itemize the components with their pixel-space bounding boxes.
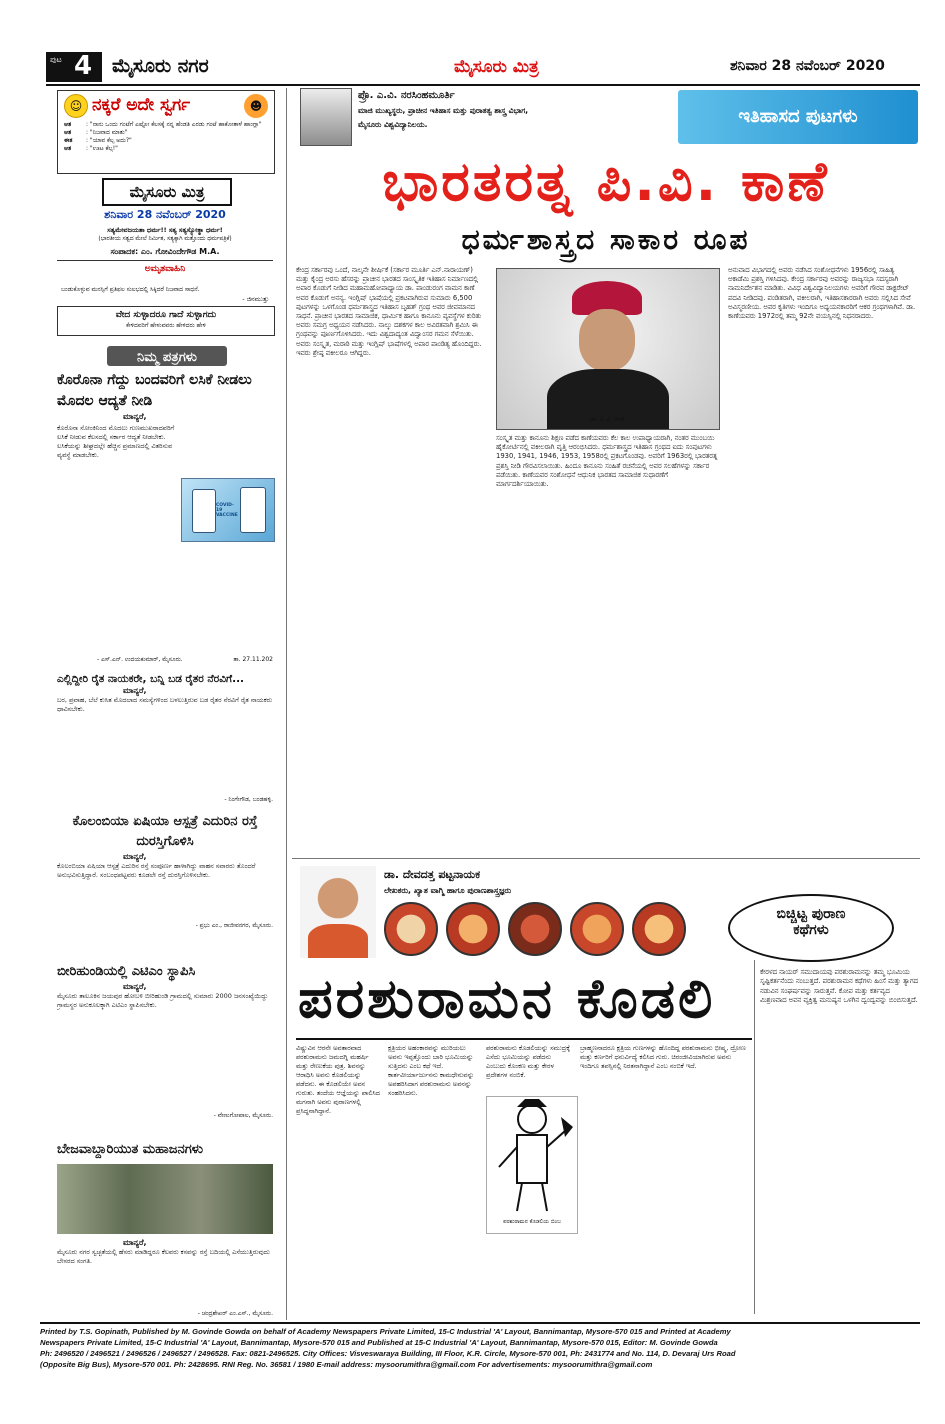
vaccine-label: COVID-19 VACCINE — [216, 503, 238, 518]
letter-salutation: ಮಾನ್ಯರೆ, — [123, 982, 147, 991]
letter-2 — [57, 672, 273, 812]
masthead-editor: ಸಂಪಾದಕ: ಎಂ. ಗೋವಿಂದೇಗೌಡ M.A. — [110, 247, 220, 256]
laughing-face-icon: ☺ — [64, 94, 88, 118]
illustration-caption: ಪರಶುರಾಮನ ಕೊಡಲಿಯ ಬಿಂಬ — [503, 1219, 561, 1225]
parashurama-headline: ಪರಶುರಾಮನ ಕೊಡಲಿ — [298, 967, 716, 1030]
letter-body: ಮೈಸೂರು ನಗರ ಸ್ವಚ್ಛತೆಯಲ್ಲಿ ಹೆಸರು ಮಾಡಿದ್ದರೂ ಕೆಲವರು ಕಸವನ್ನು ರಸ್ತೆ ಬದಿಯಲ್ಲಿ ಎಸೆಯುತ್ತಿರುವುದು ಬೇಸರದ ಸಂಗತಿ. — [57, 1248, 270, 1265]
parashurama-author-name: ಡಾ. ದೇವದತ್ತ ಪಟ್ಟನಾಯಕ — [384, 868, 481, 881]
letter-body: ಮೈಸೂರು ತಾಲೂಕಿನ ಜಯಪುರ ಹೋಬಳಿ ಬೀರಿಹುಂಡಿ ಗ್ರಾಮದಲ್ಲಿ ಸುಮಾರು 2000 ಜನಸಂಖ್ಯೆಯಿದ್ದು ಗ್ರಾಮಸ್ಥರ ಅನುಕೂಲಕ್ಕಾಗಿ ಎಟಿಎಂ ಸ್ಥಾಪಿಸಬೇಕು. — [57, 992, 268, 1009]
letter-salutation: ಮಾನ್ಯರೆ, — [123, 412, 147, 421]
vaccine-photo — [181, 478, 275, 542]
quote-strip — [57, 306, 275, 336]
masthead-sub-motto: (ಭಾರತೀಯ ಸತ್ವದ ಮೇಲೆ ನಿರ್ಮಿತ, ಸತ್ಯಕ್ಕಾಗಿ ಮತ್ತೊಂದು ಧರ್ಮಪತ್ರಿಕೆ) — [98, 236, 232, 242]
parashurama-headline-rule — [296, 1038, 752, 1040]
imprint-line: (Opposite Big Bus), Mysore-570 001. Ph: 2428695. RNI Reg. No. 36581 / 1980 E-mail address: mysoorumithra@gmail.com For advertisements: mysoorumithra@gmail.com — [40, 1360, 653, 1369]
imprint-footer — [40, 1326, 920, 1370]
history-subhead: ಧರ್ಮಶಾಸ್ತ್ರದ ಸಾಕಾರ ರೂಪ — [461, 223, 751, 256]
masthead-logo-box — [102, 178, 232, 206]
history-article — [292, 86, 920, 862]
amruta-author: - ಜಿನಮುತ್ತು — [242, 295, 269, 303]
letter-body: ಬರ, ಪ್ರವಾಹ, ಬೆಲೆ ಕುಸಿತ ಮೊದಲಾದ ಸಮಸ್ಯೆಗಳಿಂದ ಬಳಲುತ್ತಿರುವ ಬಡ ರೈತರ ನೆರವಿಗೆ ರೈತ ನಾಯಕರು ಧಾವಿಸಬೇಕು. — [57, 696, 273, 713]
puranic-column-badge — [728, 894, 894, 962]
letter-salutation: ಮಾನ್ಯರೆ, — [123, 852, 147, 861]
paper-logo: ಮೈಸೂರು ಮಿತ್ರ — [454, 57, 539, 77]
garbage-photo — [57, 1164, 273, 1234]
joke-box — [57, 90, 275, 174]
letter-signature: - ಎಸ್.ಎನ್. ಉದಯಕುಮಾರ್, ಮೈಸೂರು. — [97, 656, 183, 663]
history-bottom-rule — [292, 858, 920, 859]
masthead-motto: ಸತ್ಯಮೇವಜಯತಾ ಧರ್ಮ!! ಸತ್ಯ ಸತ್ಯಸ್ಯೋತ್ಥಾ ಧರ್ಮ! — [107, 226, 223, 234]
joke-line: ಆತ : "ನಾನು ಒಂದು ಗಂಟೆಗೆ ಎಷ್ಟೋ ಕೆಲಸಕ್ಕೆ ನನ್ನ ಹೆಂಡತಿ ಎರಡು ಗಂಟೆ ಹಾಕೋತಾಳೆ ಹಾಂಗ್ಲಾ" — [64, 121, 262, 128]
letter-title: ಎಲ್ಲಿದ್ದೀರಿ ರೈತ ನಾಯಕರೇ, ಬನ್ನಿ ಬಡ ರೈತರ ನೆರವಿಗೆ... — [57, 673, 245, 685]
page-label: ಪುಟ — [50, 55, 62, 64]
parashurama-author-desc: ಲೇಖಕರು, ಖ್ಯಾತ ವಾಗ್ಮಿ ಹಾಗೂ ಪುರಾಣಶಾಸ್ತ್ರಜ್ಞರು — [384, 886, 512, 895]
photo-caption: ಡಾ. ಪಿ.ವಿ. ಕಾಣೆ — [589, 415, 625, 423]
masthead-date: ಶನಿವಾರ 28 ನವೆಂಬರ್ 2020 — [104, 208, 226, 221]
page-number-box — [46, 52, 102, 82]
letters-heading: ನಿಮ್ಮ ಪತ್ರಗಳು — [137, 350, 197, 365]
letter-signature: - ವೇಣುಗೋಪಾಲ, ಮೈಸೂರು. — [213, 1112, 273, 1119]
masthead-rule — [57, 260, 273, 261]
history-text-col3: ಅನುವಾದ ವಿಭಾಗದಲ್ಲಿ ಅವರು ನಡೆಸಿದ ಸಂಶೋಧನೆಗಳು 1956ರಲ್ಲಿ ಸಾಹಿತ್ಯ ಅಕಾಡೆಮಿ ಪ್ರಶಸ್ತಿ ಗಳಿಸಿದವು. ಕೇಂದ್ರ ಸರ್ಕಾರವು ಅವರನ್ನು ರಾಜ್ಯಸಭಾ ಸದಸ್ಯರಾಗಿ ನಾಮನಿರ್ದೇಶನ ಮಾಡಿತು. ವಿವಿಧ ವಿಶ್ವವಿದ್ಯಾನಿಲಯಗಳು ಅವರಿಗೆ ಗೌರವ ಡಾಕ್ಟರೇಟ್ ಪದವಿ ನೀಡಿದವು. ಪಂಡಿತರಾಗಿ, ವಕೀಲರಾಗಿ, ಇತಿಹಾಸಕಾರರಾಗಿ ಅವರು ಸಲ್ಲಿಸಿದ ಸೇವೆ ಅವಿಸ್ಮರಣೀಯ. ಅವರ ಕೃತಿಗಳು ಇಂದಿಗೂ ಅಧ್ಯಯನಕಾರರಿಗೆ ಆಕರ ಗ್ರಂಥಗಳಾಗಿವೆ. ಡಾ. ಕಾಣೆಯವರು 1972ರಲ್ಲಿ ತಮ್ಮ 92ನೇ ವಯಸ್ಸಿನಲ್ಲಿ ನಿಧನರಾದರು. — [728, 266, 916, 321]
parashurama-text-col3: ಪರಶುರಾಮನು ಕೊಡಲಿಯನ್ನು ಸಮುದ್ರಕ್ಕೆ ಎಸೆದು ಭೂಮಿಯನ್ನು ಪಡೆದನು ಎಂಬುದು ಕೊಂಕಣ ಮತ್ತು ಕೇರಳ ಪ್ರದೇಶಗಳ ನಂಬಿಕೆ. — [486, 1044, 571, 1079]
letter-4 — [57, 962, 273, 1140]
mask-icon — [446, 902, 500, 956]
letter-signature: - ಚಂದ್ರಶೇಖರ್ ಎಂ.ಎಸ್., ಮೈಸೂರು. — [197, 1310, 273, 1317]
parashurama-text-col4: ಬ್ರಾಹ್ಮಣನಾದರೂ ಕ್ಷತ್ರಿಯ ಗುಣಗಳನ್ನು ಹೊಂದಿದ್ದ ಪರಶುರಾಮನು ಭೀಷ್ಮ, ದ್ರೋಣ ಮತ್ತು ಕರ್ಣರಿಗೆ ಧನುರ್ವಿದ್ಯೆ ಕಲಿಸಿದ ಗುರು. ಚಿರಂಜೀವಿಯಾಗಿರುವ ಅವನು ಇಂದಿಗೂ ತಪಸ್ಸಿನಲ್ಲಿ ನಿರತನಾಗಿದ್ದಾನೆ ಎಂಬ ನಂಬಿಕೆ ಇದೆ. — [580, 1044, 746, 1070]
footer-rule — [40, 1322, 920, 1324]
letter-title: ಬೀರಿಹುಂಡಿಯಲ್ಲಿ ಎಟಿಎಂ ಸ್ಥಾಪಿಸಿ — [57, 964, 196, 979]
history-column-name: ಇತಿಹಾಸದ ಪುಟಗಳು — [738, 106, 858, 127]
mask-row — [384, 902, 684, 954]
letter-salutation: ಮಾನ್ಯರೆ, — [123, 686, 147, 695]
joke-box-title: ನಕ್ಕರೆ ಅದೇ ಸ್ವರ್ಗ — [92, 95, 191, 115]
joke-line: ಆತ : "ಊಟ ಕೆಲ್ಸ!" — [64, 145, 118, 152]
quote-main: ವೇದ ಸುಳ್ಳಾದರೂ ಗಾದೆ ಸುಳ್ಳಾಗದು — [115, 310, 217, 320]
history-author-desc: ಮಾಜಿ ಮುಖ್ಯಸ್ಥರು, ಪ್ರಾಚೀನ ಇತಿಹಾಸ ಮತ್ತು ಪುರಾತತ್ವ ಶಾಸ್ತ್ರ ವಿಭಾಗ, — [358, 106, 529, 115]
letter-3 — [57, 812, 273, 960]
pattanaik-shirt — [308, 924, 368, 958]
parashurama-article — [292, 864, 920, 1320]
letter-title: ಬೇಜವಾಬ್ದಾರಿಯುತ ಮಹಾಜನಗಳು — [57, 1142, 203, 1157]
amruta-title: ಅಮೃತವಾಹಿನಿ — [144, 264, 186, 274]
parashurama-col-divider — [754, 960, 755, 1314]
kane-portrait — [496, 268, 720, 430]
letter-body: ಕೊರೊನಾ ಸೋಂಕಿನಿಂದ ಮೊದಲು ಗುಣಮುಖರಾದವರಿಗೆ ಲಸಿಕೆ ನೀಡುವ ಕೆಲಸದಲ್ಲಿ ಸರ್ಕಾರ ಆದ್ಯತೆ ನೀಡಬೇಕು. ಲಸಿಕೆಯನ್ನು ಶೀಘ್ರದಲ್ಲೇ ಹೆಚ್ಚಿನ ಪ್ರಮಾಣದಲ್ಲಿ ವಿತರಿಸುವ ವ್ಯವಸ್ಥೆ ಮಾಡಬೇಕು. — [57, 424, 175, 459]
letter-dateline: ತಾ. 27.11.202 — [233, 656, 273, 663]
joke-line: ಈತ : "ಯಾವ ಕೆಲ್ಸ ಅದು?" — [64, 137, 132, 144]
mask-icon — [570, 902, 624, 956]
parashurama-text-col5: ಕೇರಳದ ನಾಯರ್ ಸಮುದಾಯವು ಪರಶುರಾಮನನ್ನು ತಮ್ಮ ಭೂಮಿಯ ಸೃಷ್ಟಿಕರ್ತನೆಂದು ನಂಬುತ್ತದೆ. ಪರಶುರಾಮನ ಕಥೆಗಳು ಹಿಂಸೆ ಮತ್ತು ತ್ಯಾಗದ ನಡುವಿನ ಸಂಘರ್ಷವನ್ನು ಸಾರುತ್ತವೆ. ಕೋಪ ಮತ್ತು ಕರ್ತವ್ಯದ ಮಿಶ್ರಣವಾದ ಅವನ ವ್ಯಕ್ತಿತ್ವ ಮನುಷ್ಯನ ಒಳಗಿನ ದ್ವಂದ್ವವನ್ನು ಬಿಂಬಿಸುತ್ತದೆ. — [760, 968, 918, 1005]
vaccine-vial-icon — [192, 489, 216, 533]
letters-heading-box — [107, 346, 227, 366]
puranic-column-line2: ಕಥೆಗಳು — [793, 922, 829, 938]
mask-icon — [632, 902, 686, 956]
quote-sub: ಕೇಳಿದವರಿಗೆ ಹೇಳುವವರು ಹೇಳಿದರು ಹೇಳಿ — [126, 322, 206, 329]
history-author-name: ಪ್ರೊ. ಎ.ವಿ. ನರಸಿಂಹಮೂರ್ತಿ — [358, 90, 455, 101]
header-date: ಶನಿವಾರ 28 ನವೆಂಬರ್ 2020 — [730, 58, 885, 74]
parashurama-text-col1: ವಿಷ್ಣುವಿನ ಆರನೇ ಅವತಾರವಾದ ಪರಶುರಾಮನು ಜಮದಗ್ನಿ ಮಹರ್ಷಿ ಮತ್ತು ರೇಣುಕೆಯ ಪುತ್ರ. ಶಿವನನ್ನು ಆರಾಧಿಸಿ ಅವನು ಕೊಡಲಿಯನ್ನು ಪಡೆದನು. ಈ ಕೊಡಲಿಯೇ ಅವನ ಗುರುತು. ತಂದೆಯ ಆಜ್ಞೆಯನ್ನು ಪಾಲಿಸಿದ ಮಗನಾಗಿ ಅವನು ಪುರಾಣಗಳಲ್ಲಿ ಪ್ರಸಿದ್ಧನಾಗಿದ್ದಾನೆ. — [296, 1044, 380, 1115]
imprint-line: Newspapers Private Limited, 15-C Industrial 'A' Layout, Bannimantap, Mysore-570 015 and Published at 15-C Industrial 'A' Layout, Bannimantap, Mysore-570 015, Editor: M. Govinde Gowda — [40, 1338, 718, 1347]
letter-salutation: ಮಾನ್ಯರೆ, — [123, 1238, 147, 1247]
history-text-col1: ಕೇಂದ್ರ ಸರ್ಕಾರವು ಒಂದೆ, ನಾಲ್ಕನೇ ಶೀರ್ಷಿಕೆ (ಸರ್ಕಾರ ಮೂರ್ತಿ ಎನ್.ನಾರಾಯಣ್) ಮತ್ತು ಕೈಂದ್ರ ಅರಸು ಹೆಸರನ್ನು ಪ್ರಾಚೀನ ಭಾರತದ ಸಾಂಸ್ಕೃತಿಕ ಇತಿಹಾಸ ನಿರ್ಮಾಣದಲ್ಲಿ ಅಪಾರ ಕೊಡುಗೆ ನೀಡಿದ ಮಹಾಮಹೋಪಾಧ್ಯಾಯ ಡಾ. ಪಾಂಡುರಂಗ ವಾಮನ ಕಾಣೆ ಅವರ ಕೊಡುಗೆ ಅನನ್ಯ. ಇಂಗ್ಲಿಷ್ ಭಾಷೆಯಲ್ಲಿ ಪ್ರಕಟವಾಗಿರುವ ಸುಮಾರು 6,500 ಪುಟಗಳನ್ನು ಒಳಗೊಂಡ ಧರ್ಮಶಾಸ್ತ್ರದ ಇತಿಹಾಸ ಬೃಹತ್ ಗ್ರಂಥ ಅವರ ಜೀವಮಾನದ ಸಾಧನೆ. ಪ್ರಾಚೀನ ಭಾರತದ ಸಾಮಾಜಿಕ, ಧಾರ್ಮಿಕ ಹಾಗೂ ಕಾನೂನು ವ್ಯವಸ್ಥೆಗಳ ಕುರಿತು ಅವರು ಸಮಗ್ರ ಅಧ್ಯಯನ ನಡೆಸಿದರು. ನಾಲ್ಕು ದಶಕಗಳ ಕಾಲ ಅವಿರತವಾಗಿ ಶ್ರಮಿಸಿ ಈ ಗ್ರಂಥವನ್ನು ಪೂರ್ಣಗೊಳಿಸಿದರು. ಇದು ವಿಶ್ವದಾದ್ಯಂತ ವಿದ್ವಾಂಸರ ಗಮನ ಸೆಳೆಯಿತು. ಅವರು ಸಂಸ್ಕೃತ, ಮರಾಠಿ ಮತ್ತು ಇಂಗ್ಲಿಷ್ ಭಾಷೆಗಳಲ್ಲಿ ಅಪಾರ ಪಾಂಡಿತ್ಯ ಹೊಂದಿದ್ದರು. ಇವರು ಶ್ರೇಷ್ಠ ವಕೀಲರೂ ಆಗಿದ್ದರು. — [296, 266, 482, 357]
author-photo — [300, 88, 352, 146]
portrait-face — [579, 309, 635, 371]
joke-lines — [64, 121, 268, 153]
pattanaik-photo — [300, 866, 376, 958]
letter-title: ಕೊಲಂಬಿಯಾ ಏಷಿಯಾ ಆಸ್ಪತ್ರೆ ಎದುರಿನ ರಸ್ತೆ ದುರಸ್ತಿಗೊಳಿಸಿ — [72, 814, 258, 849]
parashurama-drawing — [487, 1097, 577, 1215]
letter-title: ಕೊರೊನಾ ಗೆದ್ದು ಬಂದವರಿಗೆ ಲಸಿಕೆ ನೀಡಲು ಮೊದಲ ಆದ್ಯತೆ ನೀಡಿ — [57, 372, 252, 409]
page-header — [46, 50, 920, 88]
left-column — [57, 90, 275, 1322]
mask-icon — [384, 902, 438, 956]
amruta-text: ಬಂಡುಕೊಳ್ಳುವ ಮನಸ್ಸಿಗೆ ಪ್ರತಿಫಲ ಸುಲಭದಲ್ಲಿ ಸಿಕ್ಕಿದರೆ ನಿಜವಾದ ಸಾಧನೆ. — [61, 286, 200, 293]
letter-5 — [57, 1140, 273, 1322]
history-text-col2: ಸಂಸ್ಕೃತ ಮತ್ತು ಕಾನೂನು ಶಿಕ್ಷಣ ಪಡೆದ ಕಾಣೆಯವರು ಕೆಲ ಕಾಲ ಉಪಾಧ್ಯಾಯರಾಗಿ, ನಂತರ ಮುಂಬಯಿ ಹೈಕೋರ್ಟಿನಲ್ಲಿ ವಕೀಲರಾಗಿ ವೃತ್ತಿ ಆರಂಭಿಸಿದರು. ಧರ್ಮಶಾಸ್ತ್ರದ ಇತಿಹಾಸ ಗ್ರಂಥದ ಐದು ಸಂಪುಟಗಳು 1930, 1941, 1946, 1953, 1958ರಲ್ಲಿ ಪ್ರಕಟಗೊಂಡವು. ಅವರಿಗೆ 1963ರಲ್ಲಿ ಭಾರತರತ್ನ ಪ್ರಶಸ್ತಿ ನೀಡಿ ಗೌರವಿಸಲಾಯಿತು. ಹಿಂದೂ ಕಾನೂನು ಸಂಹಿತೆ ರಚನೆಯಲ್ಲಿ ಅವರ ಸಲಹೆಗಳನ್ನು ಸರ್ಕಾರ ಪಡೆಯಿತು. ಕಾಣೆಯವರ ಸಂಶೋಧನೆ ಆಧುನಿಕ ಭಾರತದ ಸಾಮಾಜಿಕ ಸುಧಾರಣೆಗೆ ಮಾರ್ಗದರ್ಶಿಯಾಯಿತು. — [496, 434, 718, 489]
joke-line: ಆತ : "ನಿಜವಾದ ಮಾತು" — [64, 129, 128, 136]
history-column-banner — [678, 90, 918, 144]
letter-signature: - ನಿಂಗೇಗೌಡ, ಬಂಡಹಳ್ಳಿ. — [224, 796, 273, 803]
imprint-line: Ph: 2496520 / 2496521 / 2496526 / 2496527 / 2496528. Fax: 0821-2496525. City Offices: Visveswaraya Building, III Floor, K.R. Circle, Mysore-570 001, Ph: 2431774 and No. 114, D. Devaraj Urs Road — [40, 1349, 736, 1358]
history-author-desc: ಮೈಸೂರು ವಿಶ್ವವಿದ್ಯಾನಿಲಯ. — [358, 120, 428, 129]
parashurama-illustration — [486, 1096, 578, 1234]
letter-body: ಕೊಲಂಬಿಯಾ ಏಷಿಯಾ ಆಸ್ಪತ್ರೆ ಎದುರಿನ ರಸ್ತೆ ಸಂಪೂರ್ಣ ಹಾಳಾಗಿದ್ದು ವಾಹನ ಸವಾರರು ತೊಂದರೆ ಅನುಭವಿಸುತ್ತಿದ್ದಾರೆ. ಸಂಬಂಧಪಟ್ಟವರು ಕೂಡಲೇ ರಸ್ತೆ ದುರಸ್ತಿಗೊಳಿಸಬೇಕು. — [57, 862, 256, 879]
page-number: 4 — [74, 51, 93, 81]
letter-1 — [57, 370, 273, 670]
parashurama-text-col2: ಕ್ಷತ್ರಿಯರ ಅಹಂಕಾರವನ್ನು ಮುರಿಯಲು ಅವನು ಇಪ್ಪತ್ತೊಂದು ಬಾರಿ ಭೂಮಿಯನ್ನು ಸುತ್ತಿದನು ಎಂಬ ಕಥೆ ಇದೆ. ಕಾರ್ತವೀರ್ಯಾರ್ಜುನನು ಕಾಮಧೇನುವನ್ನು ಅಪಹರಿಸಿದಾಗ ಪರಶುರಾಮನು ಅವನನ್ನು ಸಂಹರಿಸಿದನು. — [388, 1044, 475, 1097]
imprint-line: Printed by T.S. Gopinath, Published by M. Govinde Gowda on behalf of Academy Newspapers Private Limited, 15-C Industrial 'A' Layout, Bannimantap, Mysore-570 015 and Printed at Academy — [40, 1327, 731, 1336]
parashurama-text-col3b — [486, 1236, 572, 1314]
section-name: ಮೈಸೂರು ನಗರ — [112, 55, 209, 77]
masthead — [57, 176, 273, 284]
cartoon-icon: ☻ — [244, 94, 268, 118]
letter-signature: - ಪ್ರಭು ಎಂ., ರಾಜೀವನಗರ, ಮೈಸೂರು. — [195, 922, 273, 929]
history-headline: ಭಾರತರತ್ನ ಪಿ.ವಿ. ಕಾಣೆ — [382, 150, 830, 213]
puranic-column-line1: ಬಿಚ್ಚಿಟ್ಟ ಪುರಾಣ — [776, 906, 846, 922]
vaccine-vial-icon — [240, 487, 266, 533]
mask-icon — [508, 902, 562, 956]
masthead-logo: ಮೈಸೂರು ಮಿತ್ರ — [129, 183, 205, 201]
column-divider — [286, 88, 287, 1320]
